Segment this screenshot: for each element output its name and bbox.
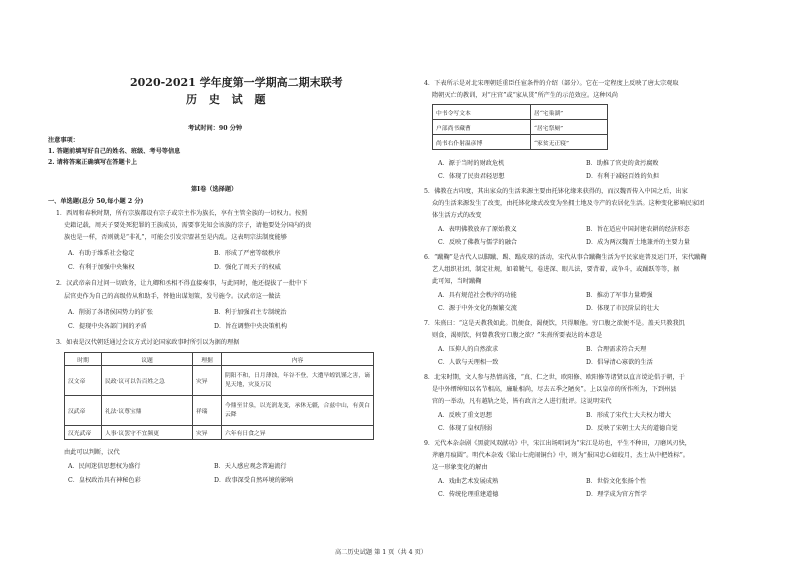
note-item: 2. 请将答案正确填写在答题卡上 bbox=[48, 159, 138, 166]
table-cell: 汉光武帝 bbox=[65, 426, 102, 440]
q9-line: 这一形象变化的解由 bbox=[432, 464, 488, 471]
table-cell: 礼法·议尊宝鼎 bbox=[102, 396, 193, 426]
table-row bbox=[433, 135, 608, 150]
table-cell: 祥瑞 bbox=[193, 396, 222, 426]
table-cell: 阴阳不和，日月薄蚀，年谷不登，大遭旱蝗饥馑之害，谪见天地，灾及万民 bbox=[222, 366, 374, 396]
q2-option: C．提现中央各部门间的矛盾 bbox=[68, 323, 147, 330]
table-cell: 居“宅巢湖” bbox=[531, 105, 608, 120]
q2-option: D．旨在调整中央决策机构 bbox=[214, 323, 288, 330]
exam-time: 考试时间：90 分钟 bbox=[188, 125, 243, 132]
q3-option: D．政事深受自然环境的影响 bbox=[214, 477, 294, 484]
q9-line: 9．元代本杂杂剧《黑旋风双献功》中，宋江出场唱词为“宋江是坊也，平生不种田，刀磨风刃快， bbox=[424, 440, 691, 447]
q2-line: 2．汉武帝亲自过问一切政务，让九卿和丞相不得直接奏事，与此同时，他还提拔了一批中下 bbox=[56, 280, 308, 287]
q1-option: C．有利于加强中央集权 bbox=[68, 264, 135, 271]
q7-option: D．倡导清心寡欲的生活 bbox=[586, 359, 653, 366]
table-cell: 尚书右仆射温彦博 bbox=[433, 135, 531, 150]
q9-option: D．理学成为官方哲学 bbox=[586, 491, 647, 498]
q8-line: 是中外缙绅知以名节相高，廉耻相尚，尽去五季之陋矣”。上以皇帝的所作所为，下到州县 bbox=[432, 386, 677, 393]
q2-option: B．利于加强君主专制统治 bbox=[214, 309, 287, 316]
q2-option: A．削弱了各诸侯国势力的扩张 bbox=[68, 309, 153, 316]
q9-option: C．传统伦理重建道德 bbox=[438, 491, 499, 498]
q7-line: 7．朱熹曰：“这是天教我如此。饥便食，渴便饮，只得顺他。穷口腹之欲便不是。盖天只教我饥 bbox=[424, 320, 685, 327]
q4-option: C．体现了民贵君轻思想 bbox=[438, 173, 505, 180]
q8-option: C．体现了皇权削弱 bbox=[438, 425, 493, 432]
q1-option: D．强化了周天子的权威 bbox=[214, 264, 281, 271]
table-header: 议题 bbox=[102, 353, 193, 366]
q4-option: D．有利于减轻百姓的负担 bbox=[586, 173, 660, 180]
q1-option: B．形成了严密等级秩序 bbox=[214, 250, 281, 257]
q6-line: 艺人组织社团，制定社规，如着靴气，卷进深、眼儿法，要背着，或争斗，或踊跃等等，据 bbox=[432, 266, 680, 273]
table-cell: 灾异 bbox=[193, 426, 222, 440]
table-cell: 汉文帝 bbox=[65, 366, 102, 396]
table-cell: “居宅祭厕” bbox=[531, 120, 608, 135]
q3-stem: 3．如表是汉代朝廷通过会议方式讨论国家政事时所引以为据的理据 bbox=[56, 339, 240, 346]
q7-option: B．合理需求符合天理 bbox=[586, 346, 647, 353]
q5-line: 5．佛教在古印度，其出家众的生活来源主要由托钵化缘来获得的，而汉魏晋传入中国之后，出家 bbox=[424, 188, 688, 195]
q3-after: 由此可以判断，汉代 bbox=[64, 449, 120, 456]
q7-option: C．人欲与天理相一致 bbox=[438, 359, 499, 366]
table-cell: 汉武帝 bbox=[65, 396, 102, 426]
q7-line: 则食，渴则饮，何曾教我穷口腹之欲？”朱熹所要表达的本意是 bbox=[432, 332, 603, 339]
table-row bbox=[65, 396, 374, 426]
q3-option: C．皇权政治具有神秘色彩 bbox=[68, 477, 141, 484]
page-footer: 高二历史试题 第 1 页（共 4 页） bbox=[335, 549, 427, 556]
exam-title: 2020-2021 学年度第一学期高二期末联考 bbox=[130, 76, 343, 89]
q4-option: A．源于当时的财政危机 bbox=[438, 160, 505, 167]
q7-option: A．压抑人的自然欲求 bbox=[438, 346, 499, 353]
table-cell: 人事·议罢守不宜频更 bbox=[102, 426, 193, 440]
volume-title: 第Ⅰ卷（选择题） bbox=[191, 186, 238, 193]
section-heading: 一、单选题(总分 50,每小题 2 分) bbox=[48, 198, 144, 205]
q1-option: A．有助于维系社会稳定 bbox=[68, 250, 135, 257]
table-cell: “家贫无正寝” bbox=[531, 135, 608, 150]
q4-line: 隋朝灭亡的教训，对“庄官”或“家从贯”所产生的示范效应。这种风尚 bbox=[432, 92, 618, 99]
q1-line: 族也是一样，否则就是“非礼”，可能会引发宗盟甚至是内乱。这表明宗法制度能够 bbox=[64, 234, 287, 241]
q1-line: 史籍记载，周天子要处死犯罪的王族成员，需要事先知会该族的宗子，请他要处分国内的贵 bbox=[64, 222, 312, 229]
q4-table bbox=[432, 104, 608, 150]
q3-table bbox=[64, 352, 374, 440]
table-header: 时期 bbox=[65, 353, 102, 366]
q3-option: B．天人感应观念普遍流行 bbox=[214, 463, 287, 470]
q6-option: D．体现了市民阶层的壮大 bbox=[586, 305, 660, 312]
q9-option: A．戏曲艺术发展成熟 bbox=[438, 478, 499, 485]
q5-option: C．反映了佛教与儒学的融合 bbox=[438, 239, 517, 246]
q8-line: 官的一举动，凡有越轨之处，皆有政言之人进行批评。这说明宋代 bbox=[432, 398, 612, 405]
exam-subtitle: 历 史 试 题 bbox=[186, 93, 270, 106]
table-cell: 六年有日食之异 bbox=[222, 426, 374, 440]
q6-option: B．推动了军事力量增强 bbox=[586, 292, 653, 299]
table-cell: 灾异 bbox=[193, 366, 222, 396]
q5-option: D．成为两汉魏晋土地兼并的主要力量 bbox=[586, 239, 690, 246]
q6-option: C．源于中外文化的频繁交流 bbox=[438, 305, 517, 312]
note-item: 1. 答题前填写好自己的姓名、班级、考号等信息 bbox=[48, 148, 181, 155]
table-row bbox=[65, 366, 374, 396]
notes-heading: 注意事项： bbox=[48, 137, 79, 144]
q4-line: 4．下表所示是对北宋理朝廷重臣任宦条件的介绍（部分）。它在一定程度上反映了唐太宗观取 bbox=[424, 80, 679, 87]
table-row bbox=[433, 120, 608, 135]
table-row bbox=[65, 426, 374, 440]
table-cell: 中书令写文本 bbox=[433, 105, 531, 120]
q5-line: 众的生活来源发生了改变，由托钵化缘式改变为坐拥土地及寺产的农居化生活。这种变化影响民家团 bbox=[432, 200, 705, 207]
q8-line: 8．北宋时期，文人参与热情高涨，“真、仁之世，欧阳修、欧阳修等诸贤以直言谠论倡于朝，于 bbox=[424, 374, 685, 381]
q3-option: A．民间迷信思想权为盛行 bbox=[68, 463, 141, 470]
q9-line: 斧磨月痕圆”。明代本杂戏《梁山七虎闹铜台》中，则为“报国忠心如皎月，杰士从中把姓标”。 bbox=[432, 452, 689, 459]
table-header: 理据 bbox=[193, 353, 222, 366]
q8-option: D．反映了宋朝士大夫的道德自觉 bbox=[586, 425, 678, 432]
table-cell: 户部尚书藏曹 bbox=[433, 120, 531, 135]
q6-line: 6．“蹴鞠”是古代人以脚蹴、踢、蹋皮球的活动，宋代从事合蹴鞠生活为平民家庭普及运门开，宋代蹴鞠 bbox=[424, 254, 707, 261]
q1-line: 1．西周和春秋时期，所有宗族都设有宗子或宗主作为族长，享有主管全族的一切权力。按照 bbox=[56, 210, 308, 217]
table-header: 内容 bbox=[222, 353, 374, 366]
table-cell: 民政·议可以告百姓之急 bbox=[102, 366, 193, 396]
q6-option: A．具有规范社会秩序的功能 bbox=[438, 292, 517, 299]
table-row bbox=[433, 105, 608, 120]
q8-option: A．反映了重文思想 bbox=[438, 412, 492, 419]
q8-option: B．形成了宋代士大夫权力增大 bbox=[586, 412, 671, 419]
q5-option: A．表明佛教放弃了原始教义 bbox=[438, 226, 517, 233]
q4-option: B．助推了官吏的贪污腐败 bbox=[586, 160, 659, 167]
table-cell: 今鼎至甘泉，以光润龙变，承休无疆，合兹中山，有黄白云降 bbox=[222, 396, 374, 426]
q5-option: B．旨在适应中国封建农耕的经济形态 bbox=[586, 226, 690, 233]
q2-line: 层官吏作为自己的高级侍从和助手，替他出谋划策，发号施令。汉武帝这一做法 bbox=[64, 293, 281, 300]
q5-line: 体生活方式的改变 bbox=[432, 212, 482, 219]
q9-option: B．世俗文化张扬个性 bbox=[586, 478, 647, 485]
q6-line: 此可知，当时蹴鞠 bbox=[432, 278, 482, 285]
